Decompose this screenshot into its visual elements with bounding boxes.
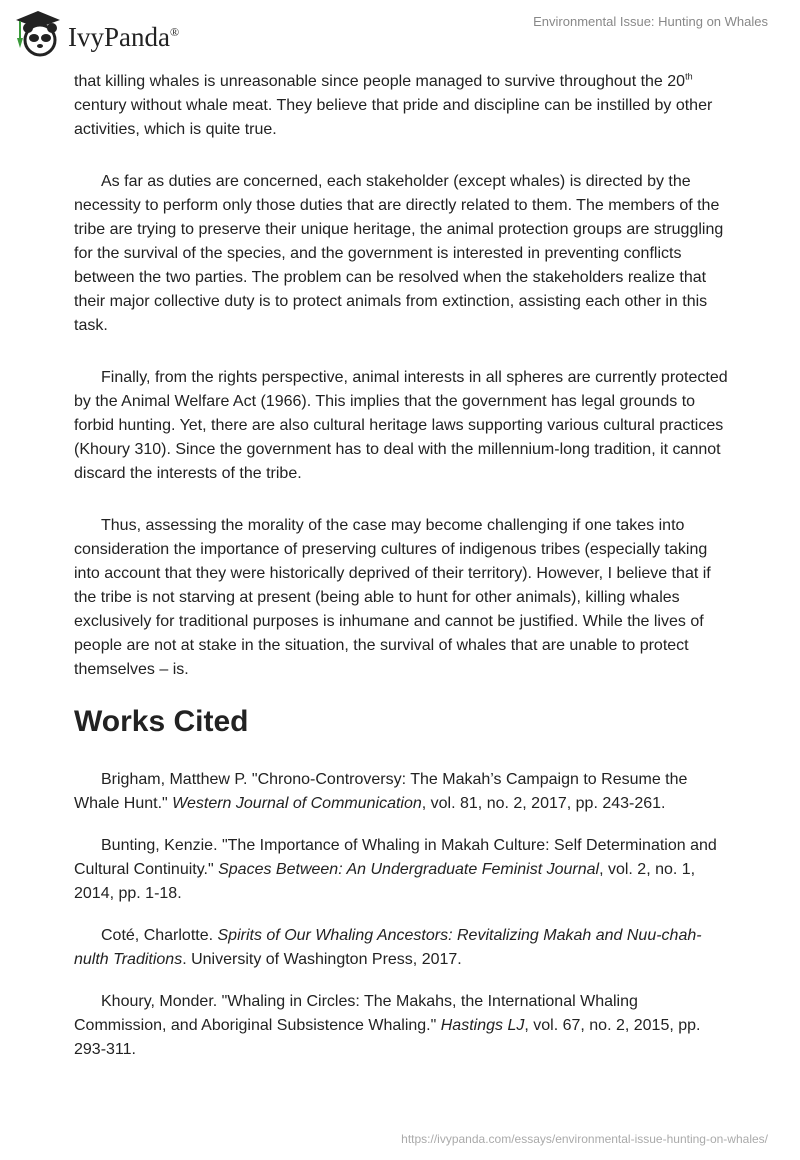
ivypanda-logo[interactable] (12, 8, 179, 58)
citation-entry: Brigham, Matthew P. "Chrono-Controversy: The Makah’s Campaign to Resume the Whale Hunt." Western Journal of Communication, vol. 81, no. 2, 2017, pp. 243-261. (74, 771, 688, 812)
citation-entry: Bunting, Kenzie. "The Importance of Whaling in Makah Culture: Self Determination and Cultural Continuity." Spaces Between: An Undergraduate Feminist Journal, vol. 2, no. 1, 2014, pp. 1-18. (74, 837, 717, 902)
logo-text: IvyPanda® (68, 21, 180, 52)
citation-entry: Coté, Charlotte. Spirits of Our Whaling Ancestors: Revitalizing Makah and Nuu-chah-nulth Traditions. University of Washington Press, 2017. (74, 927, 702, 968)
panda-graduate-icon (12, 8, 64, 58)
works-cited-heading: Works Cited (74, 705, 249, 738)
citation-entry: Khoury, Monder. "Whaling in Circles: The Makahs, the International Whaling Commission, and Aboriginal Subsistence Whaling." Hastings LJ, vol. 67, no. 2, 2015, pp. 293-311. (74, 993, 701, 1058)
paragraph: As far as duties are concerned, each stakeholder (except whales) is directed by the necessity to perform only those duties that are directly related to them. The members of the tribe are trying to preserve their unique heritage, the animal protection groups are struggling for the survival of the species, and the government is interested in preventing conflicts between the two parties. The problem can be resolved when the stakeholders realize that their major collective duty is to protect animals from extinction, assisting each other in this task. (74, 173, 724, 334)
paragraph: Finally, from the rights perspective, animal interests in all spheres are currently protected by the Animal Welfare Act (1966). This implies that the government has legal grounds to forbid hunting. Yet, there are also cultural heritage laws supporting various cultural practices (Khoury 310). Since the government has to deal with the millennium-long tradition, it cannot discard the interests of the tribe. (74, 369, 728, 482)
paragraph: Thus, assessing the morality of the case may become challenging if one takes into consideration the importance of preserving cultures of indigenous tribes (especially taking into account that they were historically deprived of their territory). However, I believe that if the tribe is not starving at present (being able to hunt for other animals), killing whales exclusively for traditional purposes is inhumane and cannot be justified. While the lives of people are not at stake in the situation, the survival of whales that are unable to protect themselves – is. (74, 517, 711, 678)
source-url[interactable]: https://ivypanda.com/essays/environmental-issue-hunting-on-whales/ (401, 1132, 768, 1146)
essay-content (74, 70, 730, 1080)
paragraph: that killing whales is unreasonable since people managed to survive throughout the 20th century without whale meat. They believe that pride and discipline can be instilled by other activities, which is quite true. (74, 71, 713, 138)
document-title: Environmental Issue: Hunting on Whales (533, 14, 768, 29)
